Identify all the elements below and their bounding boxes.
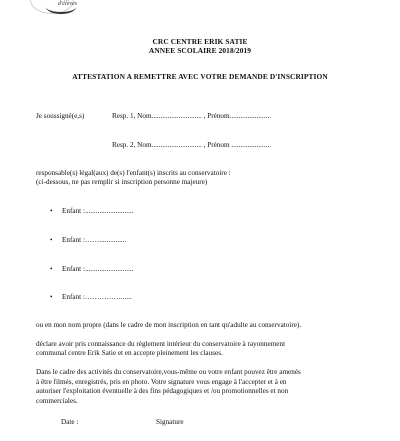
date-label: Date : — [61, 418, 79, 426]
child-field-3: Enfant :........................... — [62, 265, 134, 273]
responsables-line-1: responsable(s) légal(aux) de(s) l'enfant(s) inscrits au conservatoire : — [36, 169, 231, 177]
bullet-icon: • — [50, 293, 53, 301]
consent-line-3: autoriser l'exploitation éventuelle à des fins pédagogiques et /ou promotionnelles et non — [36, 387, 289, 395]
bullet-icon: • — [50, 265, 53, 273]
consent-line-4: commerciales. — [36, 397, 78, 405]
declaration-line-1: déclare avoir pris connaissance du règlement intérieur du conservatoire à rayonnement — [36, 340, 286, 348]
child-field-4: Enfant :……………...... — [62, 293, 132, 301]
school-name: CRC CENTRE ERIK SATIE — [152, 37, 248, 46]
document-title: ATTESTATION A REMETTRE AVEC VOTRE DEMANDE D'INSCRIPTION — [72, 72, 328, 81]
child-field-2: Enfant :……............... — [62, 236, 127, 244]
declaration-line-2: communal centre Erik Satie et en accepte pleinement les clauses. — [36, 349, 223, 357]
own-name-statement: ou en mon nom propre (dans le cadre de mon inscription en tant qu'adulte au conservatoire). — [36, 321, 302, 329]
bullet-icon: • — [50, 207, 53, 215]
resp1-field: Resp. 1, Nom............................ , Prénom....................... — [112, 112, 271, 120]
bullet-icon: • — [50, 236, 53, 244]
child-field-1: Enfant :........................... — [62, 207, 134, 215]
signature-label: Signature — [156, 418, 184, 426]
school-year: ANNEE SCOLAIRE 2018/2019 — [148, 46, 252, 55]
resp2-field: Resp. 2, Nom............................ , Prénom ...................... — [112, 141, 271, 149]
responsables-line-2: (ci-dessous, ne pas remplir si inscription personne majeure) — [36, 178, 208, 186]
logo-text: d'élèves — [58, 1, 77, 7]
consent-line-1: Dans le cadre des activités du conservatoire,vous-même ou votre enfant pouvez être amenés — [36, 368, 301, 376]
consent-line-2: à être filmés, enregistrés, pris en photo. Votre signature vous engage à l'accepter et à en — [36, 378, 287, 386]
signer-label: Je soussigné(e,s) — [36, 112, 85, 120]
